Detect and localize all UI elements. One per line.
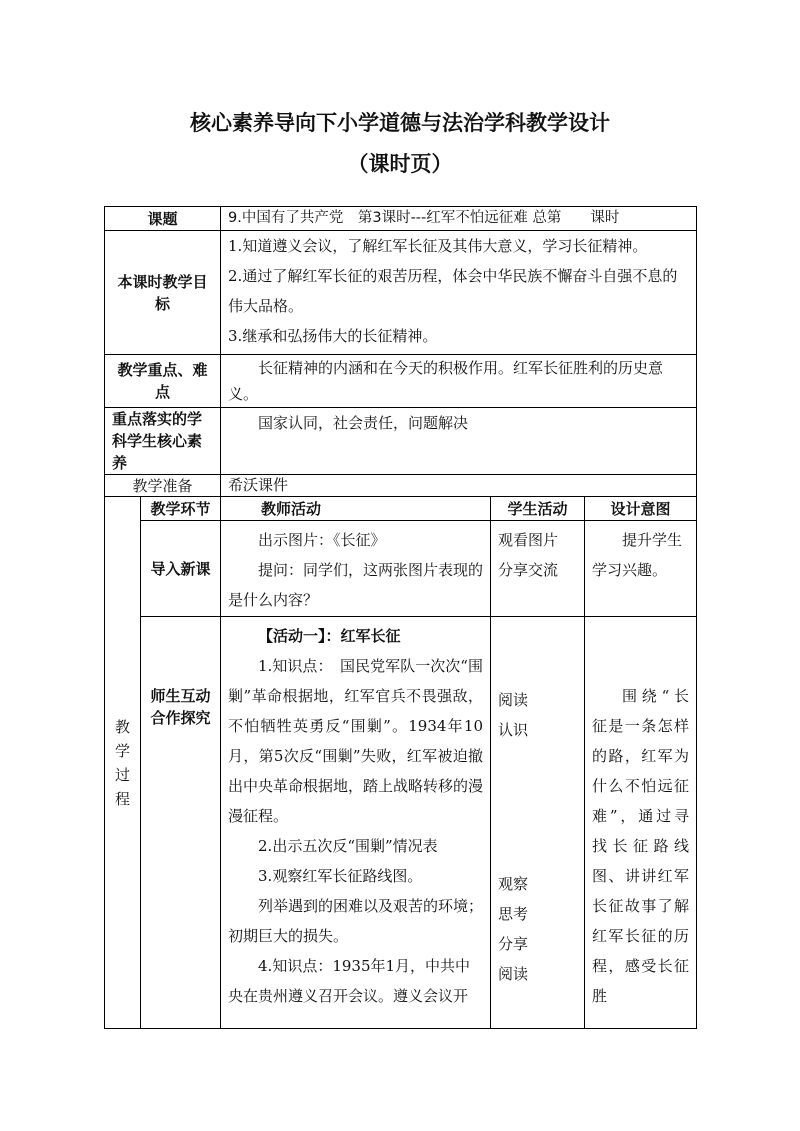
interact-teacher [221, 617, 491, 1029]
process-side-text: 教学过程 [114, 717, 130, 808]
keypoints-row [105, 355, 697, 408]
interact-student-line: 阅读 [498, 691, 529, 709]
competence-row [105, 408, 697, 475]
interact-student-line: 阅读 [498, 965, 529, 983]
intro-teacher-line: 出示图片：《长征》 [258, 531, 386, 549]
stage-header: 教学环节 [141, 497, 221, 521]
intro-teacher [221, 521, 491, 617]
intro-student-line: 观看图片 [498, 531, 559, 549]
interact-intent [585, 617, 697, 1029]
interact-teacher-line: 列举遇到的困难以及艰苦的环境；初期巨大的损失。 [228, 897, 484, 945]
intro-stage: 导入新课 [141, 521, 221, 617]
keypoints-value: 长征精神的内涵和在今天的积极作用。红军长征胜利的历史意义。 [221, 355, 697, 408]
goals-row [105, 231, 697, 355]
interact-stage: 师生互动合作探究 [141, 617, 221, 1029]
interact-row [105, 617, 697, 1029]
prep-value: 希沃课件 [221, 475, 697, 497]
goal-item: 2.通过了解红军长征的艰苦历程，体会中华民族不懈奋斗自强不息的伟大品格。 [228, 267, 678, 315]
prep-label: 教学准备 [105, 475, 221, 497]
prep-row [105, 475, 697, 497]
interact-teacher-line: 3.观察红军长征路线图。 [258, 867, 423, 885]
teacher-header: 教师活动 [221, 497, 491, 521]
goal-item: 3.继承和弘扬伟大的长征精神。 [228, 327, 438, 345]
document-title: 核心素养导向下小学道德与法治学科教学设计 [190, 111, 610, 135]
interact-teacher-line: 2.出示五次反“围剿”情况表 [258, 837, 438, 855]
topic-label: 课题 [105, 207, 221, 231]
interact-student-line: 观察 [498, 875, 529, 893]
goal-item: 1.知道遵义会议，了解红军长征及其伟大意义，学习长征精神。 [228, 237, 648, 255]
process-side-label [105, 497, 141, 1029]
keypoints-label: 教学重点、难点 [105, 355, 221, 408]
interact-student-line: 思考 [498, 905, 529, 923]
intro-intent: 提升学生学习兴趣。 [585, 521, 697, 617]
competence-label: 重点落实的学科学生核心素养 [105, 408, 221, 475]
goals-content [221, 231, 697, 355]
competence-value: 国家认同，社会责任，问题解决 [221, 408, 697, 475]
interact-student [491, 617, 585, 1029]
interact-student-line: 认识 [498, 721, 529, 739]
interact-teacher-line: 4.知识点：1935年1月，中共中央在贵州遵义召开会议。遵义会议开 [228, 957, 471, 1005]
activity-title: 【活动一】：红军长征 [258, 627, 401, 645]
lesson-plan-table [104, 206, 697, 1029]
intro-row [105, 521, 697, 617]
intro-student-line: 分享交流 [498, 561, 559, 579]
topic-value: 9.中国有了共产党 第3课时---红军不怕远征难 总第 课时 [221, 207, 697, 231]
intent-header: 设计意图 [585, 497, 697, 521]
student-header: 学生活动 [491, 497, 585, 521]
topic-row [105, 207, 697, 231]
document-subtitle: （课时页） [347, 152, 453, 176]
goals-label: 本课时教学目标 [105, 231, 221, 355]
interact-student-line: 分享 [498, 935, 529, 953]
intro-student [491, 521, 585, 617]
interact-intent-text: 围绕“长征是一条怎样的路，红军为什么不怕远征难”，通过寻找长征路线图、讲讲红军长征故事了解红军长征的历程，感受长征胜 [592, 687, 690, 1005]
intro-teacher-line: 提问：同学们，这两张图片表现的是什么内容？ [228, 561, 484, 609]
process-header-row [105, 497, 697, 521]
interact-teacher-line: 1.知识点： 国民党军队一次次“围剿”革命根据地，红军官兵不畏强敌，不怕牺牲英勇反“围剿”。1934年10月，第5次反“围剿”失败，红军被迫撤出中央革命根据地，踏上战略转移的漫漫征程。 [228, 657, 484, 825]
